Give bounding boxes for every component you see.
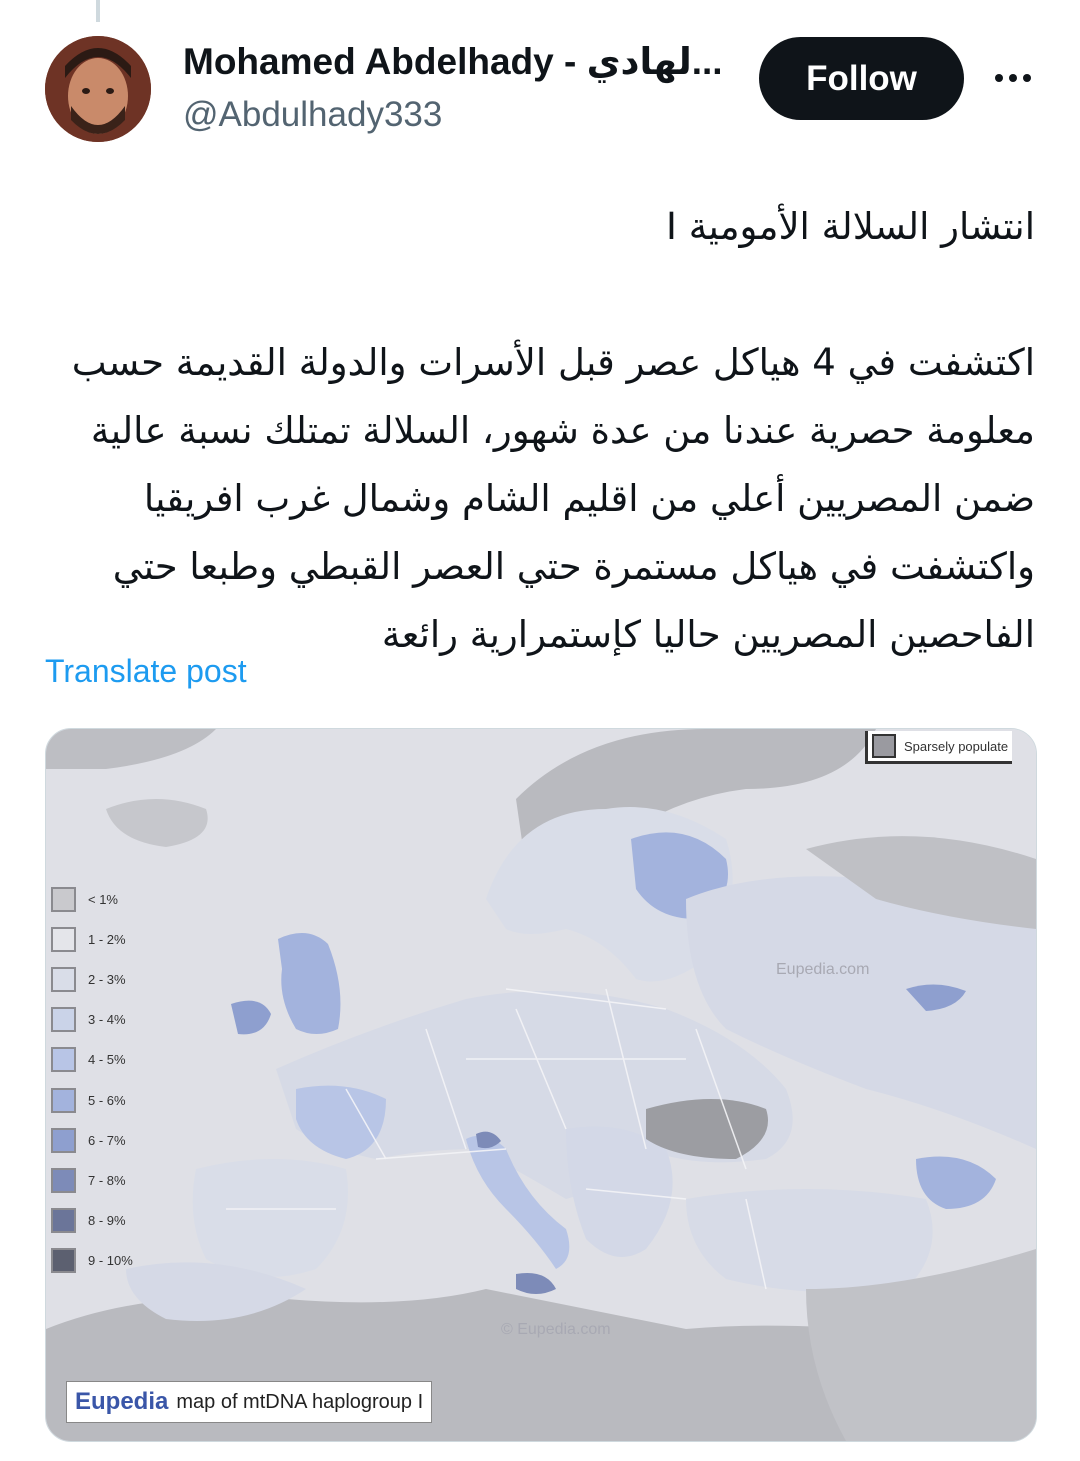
legend-swatch bbox=[51, 927, 76, 952]
avatar[interactable] bbox=[45, 36, 151, 142]
legend-item bbox=[51, 879, 133, 919]
author-handle[interactable]: @Abdulhady333 bbox=[183, 95, 443, 134]
legend-item bbox=[51, 1040, 133, 1080]
legend-item bbox=[51, 1000, 133, 1040]
legend-label: 7 - 8% bbox=[88, 1172, 126, 1188]
more-options-icon[interactable] bbox=[988, 55, 1038, 101]
legend-label: 8 - 9% bbox=[88, 1213, 126, 1229]
legend-item bbox=[51, 1120, 133, 1160]
legend-item bbox=[51, 919, 133, 959]
legend-item bbox=[51, 1241, 133, 1281]
legend-label: 4 - 5% bbox=[88, 1052, 126, 1068]
author-display-name[interactable]: Mohamed Abdelhady - لهادي... bbox=[183, 41, 723, 82]
legend-swatch bbox=[51, 1128, 76, 1153]
legend-swatch bbox=[51, 967, 76, 992]
legend-label: 3 - 4% bbox=[88, 1012, 126, 1028]
legend-swatch bbox=[51, 1088, 76, 1113]
sparsely-populated-legend bbox=[865, 731, 1012, 764]
legend-swatch bbox=[51, 1208, 76, 1233]
legend-item bbox=[51, 1160, 133, 1200]
legend-item bbox=[51, 1080, 133, 1120]
legend-label: < 1% bbox=[88, 891, 118, 907]
follow-button[interactable]: Follow bbox=[759, 37, 964, 120]
map-caption bbox=[66, 1381, 432, 1423]
legend-label: 1 - 2% bbox=[88, 931, 126, 947]
sparse-label: Sparsely populate bbox=[904, 738, 1009, 754]
legend-item bbox=[51, 959, 133, 999]
map-caption-brand: Eupedia bbox=[75, 1388, 169, 1415]
map-watermark: Eupedia.com bbox=[776, 961, 870, 978]
legend-label: 2 - 3% bbox=[88, 971, 126, 987]
legend-swatch bbox=[51, 887, 76, 912]
legend-item bbox=[51, 1201, 133, 1241]
legend-label: 9 - 10% bbox=[88, 1253, 133, 1269]
legend-swatch bbox=[51, 1168, 76, 1193]
sparse-swatch bbox=[872, 734, 896, 758]
map-caption-text: map of mtDNA haplogroup I bbox=[176, 1390, 424, 1413]
map-legend bbox=[51, 879, 133, 1281]
legend-label: 5 - 6% bbox=[88, 1092, 126, 1108]
legend-swatch bbox=[51, 1248, 76, 1273]
post-media-map[interactable] bbox=[45, 728, 1037, 1442]
thread-connector-line bbox=[96, 0, 100, 22]
avatar-photo bbox=[45, 36, 151, 142]
legend-swatch bbox=[51, 1047, 76, 1072]
legend-label: 6 - 7% bbox=[88, 1132, 126, 1148]
legend-swatch bbox=[51, 1007, 76, 1032]
map-watermark-copyright: © Eupedia.com bbox=[501, 1321, 611, 1338]
post-text: انتشار السلالة الأمومية I اكتشفت في 4 هياكل عصر قبل الأسرات والدولة القديمة حسب معلومة حصرية عندنا من عدة شهور، السلالة تمتلك نسبة عالية ضمن المصريين أعلي من اقليم الشام وشمال غرب افريقيا واكتشفت في هياكل مستمرة حتي العصر القبطي وطبعا حتي الفاحصين المصريين حاليا كإستمرارية رائعة bbox=[71, 205, 1035, 656]
translate-post-link[interactable]: Translate post bbox=[45, 653, 247, 689]
